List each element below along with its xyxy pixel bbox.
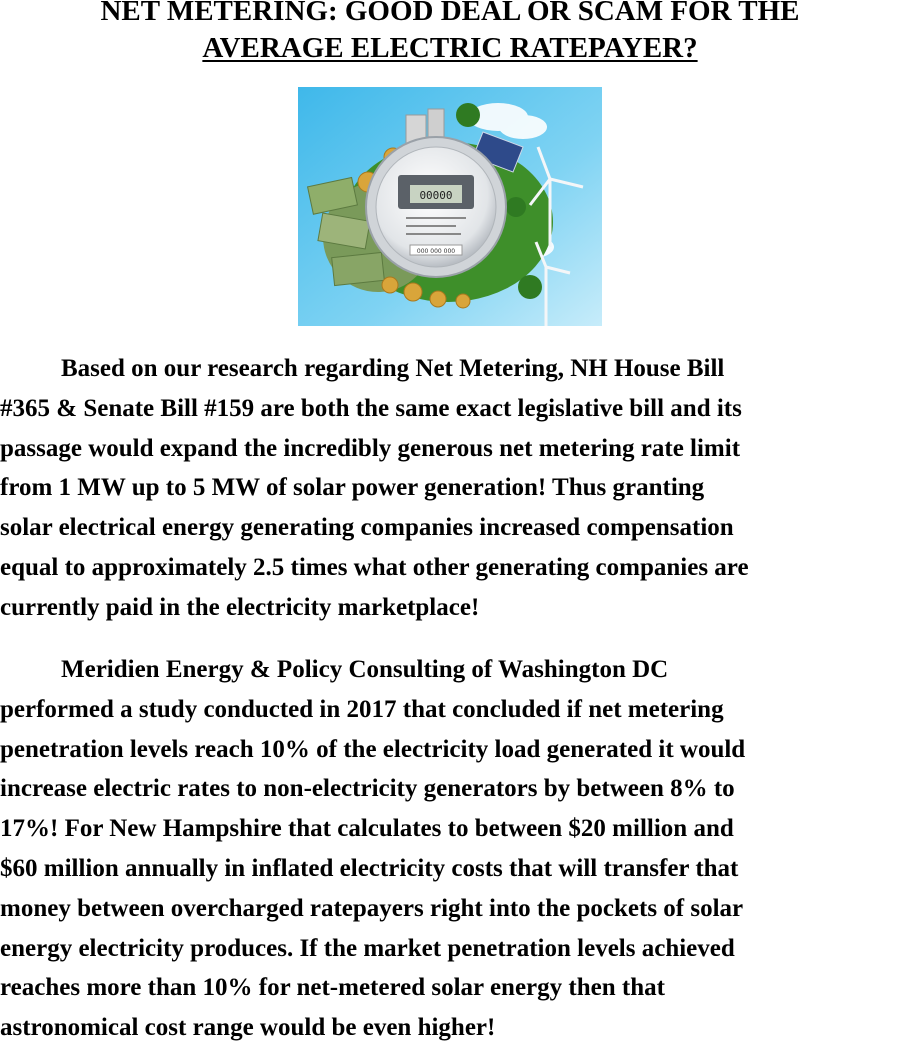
paragraph-line: reaches more than 10% for net-metered solar energy then that	[0, 974, 665, 1002]
paragraph-line: Based on our research regarding Net Metering, NH House Bill	[61, 355, 725, 382]
paragraph-line: increase electric rates to non-electricity generators by between 8% to	[0, 775, 735, 803]
paragraph-line: $60 million annually in inflated electricity costs that will transfer that	[0, 854, 739, 882]
paragraph-line: energy electricity produces. If the market penetration levels achieved	[0, 934, 735, 962]
paragraph-line: passage would expand the incredibly generous net metering rate limit	[0, 434, 741, 462]
paragraph-line: from 1 MW up to 5 MW of solar power generation! Thus granting	[0, 474, 705, 502]
paragraph-line: astronomical cost range would be even higher!	[0, 1014, 496, 1042]
title-line-1: NET METERING: GOOD DEAL OR SCAM FOR THE	[100, 0, 800, 27]
meter-reading: 00000	[419, 189, 453, 202]
smart-meter-icon	[366, 137, 506, 277]
paragraph-line: performed a study conducted in 2017 that concluded if net metering	[0, 695, 724, 723]
paragraph-line: currently paid in the electricity marketplace!	[0, 593, 480, 621]
paragraph-2	[0, 650, 900, 1048]
meter-serial: 000 000 000	[416, 248, 456, 255]
paragraph-line: equal to approximately 2.5 times what other generating companies are	[0, 553, 749, 581]
paragraph-line: solar electrical energy generating companies increased compensation	[0, 514, 734, 542]
paragraph-line: money between overcharged ratepayers right into the pockets of solar	[0, 894, 744, 922]
paragraph-line: #365 & Senate Bill #159 are both the same exact legislative bill and its	[0, 394, 742, 422]
paragraph-line: penetration levels reach 10% of the electricity load generated it would	[0, 735, 746, 763]
paragraph-line: 17%! For New Hampshire that calculates to between $20 million and	[0, 815, 734, 843]
paragraph-1	[0, 349, 900, 628]
title-line-2: AVERAGE ELECTRIC RATEPAYER?	[202, 32, 698, 64]
paragraph-line: Meridien Energy & Policy Consulting of Washington DC	[61, 656, 669, 683]
smart-meter-globe-image	[298, 87, 602, 326]
